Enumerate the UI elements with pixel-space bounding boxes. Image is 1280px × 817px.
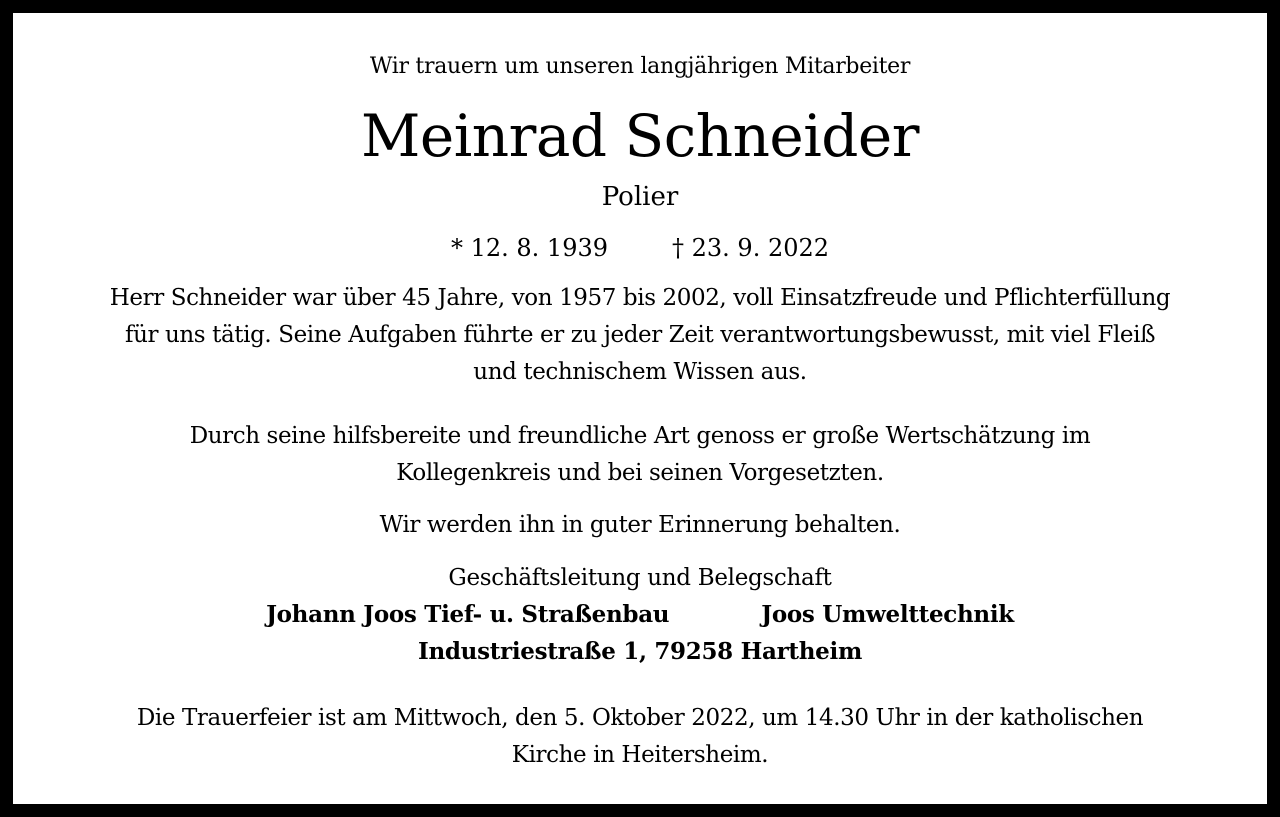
birth-date: * 12. 8. 1939 bbox=[450, 234, 608, 262]
obituary-notice bbox=[13, 13, 1267, 804]
paragraph-line: für uns tätig. Seine Aufgaben führte er zu jeder Zeit verantwortungsbewusst, mit viel Fleiß bbox=[124, 322, 1156, 348]
tribute-paragraph-2 bbox=[43, 418, 1237, 492]
paragraph-line: Durch seine hilfsbereite und freundliche Art genoss er große Wertschätzung im bbox=[189, 423, 1091, 449]
company-names bbox=[13, 597, 1267, 633]
funeral-info bbox=[43, 700, 1237, 774]
tribute-paragraph-3 bbox=[43, 507, 1237, 544]
intro-text: Wir trauern um unseren langjährigen Mitarbeiter bbox=[369, 54, 911, 79]
paragraph-line: Kollegenkreis und bei seinen Vorgesetzten. bbox=[396, 460, 884, 486]
deceased-name: Meinrad Schneider bbox=[361, 102, 919, 170]
company-address: Industriestraße 1, 79258 Hartheim bbox=[417, 638, 862, 665]
paragraph-line: Die Trauerfeier ist am Mittwoch, den 5. Oktober 2022, um 14.30 Uhr in der katholischen bbox=[136, 705, 1144, 731]
paragraph-line: Herr Schneider war über 45 Jahre, von 1957 bis 2002, voll Einsatzfreude und Pflichterfüllung bbox=[109, 285, 1171, 311]
company-2: Joos Umwelttechnik bbox=[761, 601, 1014, 628]
tribute-paragraph-1 bbox=[43, 280, 1237, 391]
job-title: Polier bbox=[601, 182, 679, 212]
paragraph-line: und technischem Wissen aus. bbox=[473, 359, 807, 385]
death-date: † 23. 9. 2022 bbox=[672, 234, 830, 262]
signoff: Geschäftsleitung und Belegschaft bbox=[448, 565, 832, 591]
paragraph-line: Kirche in Heitersheim. bbox=[511, 742, 769, 768]
company-1: Johann Joos Tief- u. Straßenbau bbox=[266, 601, 670, 628]
paragraph-line: Wir werden ihn in guter Erinnerung behalten. bbox=[379, 512, 901, 538]
life-dates bbox=[13, 233, 1267, 263]
